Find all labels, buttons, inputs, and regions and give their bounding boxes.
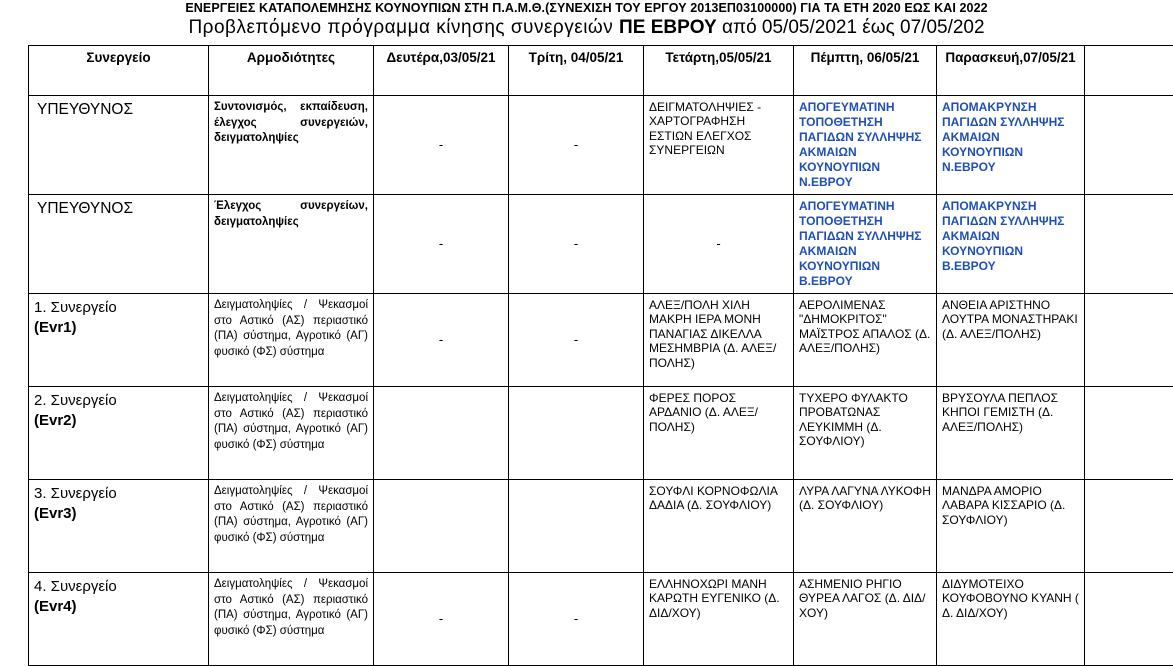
cell-crew [29,480,209,573]
cell-duties: Δειγματοληψίες / Ψεκασμοί στο Αστικό (ΑΣ) περιαστικό (ΠΑ) σύστημα, Αγροτικό (ΑΓ) φυσικό (ΦΣ) σύστημα [209,294,374,387]
table-row [29,387,1173,480]
cell-thursday: ΑΕΡΟΛΙΜΕΝΑΣ "ΔΗΜΟΚΡΙΤΟΣ" ΜΑΪΣΤΡΟΣ ΑΠΑΛΟΣ (Δ. ΑΛΕΞ/ΠΟΛΗΣ) [794,294,937,387]
cell-friday: ΒΡΥΣΟΥΛΑ ΠΕΠΛΟΣ ΚΗΠΟΙ ΓΕΜΙΣΤΗ (Δ. ΑΛΕΞ/ΠΟΛΗΣ) [937,387,1085,480]
cell-monday: - [374,195,509,294]
document-header-line1: ΕΝΕΡΓΕΙΕΣ ΚΑΤΑΠΟΛΕΜΗΣΗΣ ΚΟΥΝΟΥΠΙΩΝ ΣΤΗ Π.Α.Μ.Θ.(ΣΥΝΕΧΙΣΗ ΤΟΥ ΕΡΓΟΥ 2013ΕΠ03100000) ΓΙΑ ΤΑ ΕΤΗ 2020 ΕΩΣ ΚΑΙ 2022 [0,0,1173,15]
column-header-extra [1085,46,1173,96]
cell-crew [29,573,209,666]
cell-monday [374,480,509,573]
cell-friday: ΑΝΘΕΙΑ ΑΡΙΣΤΗΝΟ ΛΟΥΤΡΑ ΜΟΝΑΣΤΗΡΑΚΙ (Δ. ΑΛΕΞ/ΠΟΛΗΣ) [937,294,1085,387]
column-header-thursday: Πέμπτη, 06/05/21 [794,46,937,96]
cell-crew: ΥΠΕΥΘΥΝΟΣ [29,96,209,195]
table-row [29,573,1173,666]
cell-thursday: ΑΠΟΓΕΥΜΑΤΙΝΗ ΤΟΠΟΘΕΤΗΣΗ ΠΑΓΙΔΩΝ ΣΥΛΛΗΨΗΣ ΑΚΜΑΙΩΝ ΚΟΥΝΟΥΠΙΩΝ Ν.ΕΒΡΟΥ [794,96,937,195]
crew-code: (Evr1) [34,319,77,336]
cell-extra [1085,480,1173,573]
cell-extra [1085,294,1173,387]
cell-monday [374,387,509,480]
crew-code: (Evr3) [34,505,77,522]
column-header-duties: Αρμοδιότητες [209,46,374,96]
column-header-friday: Παρασκευή,07/05/21 [937,46,1085,96]
crew-number: 3. Συνεργείο [34,485,117,502]
cell-thursday: ΑΠΟΓΕΥΜΑΤΙΝΗ ΤΟΠΟΘΕΤΗΣΗ ΠΑΓΙΔΩΝ ΣΥΛΛΗΨΗΣ ΑΚΜΑΙΩΝ ΚΟΥΝΟΥΠΙΩΝ Β.ΕΒΡΟΥ [794,195,937,294]
cell-friday: ΑΠΟΜΑΚΡΥΝΣΗ ΠΑΓΙΔΩΝ ΣΥΛΛΗΨΗΣ ΑΚΜΑΙΩΝ ΚΟΥΝΟΥΠΙΩΝ Β.ΕΒΡΟΥ [937,195,1085,294]
crew-number: 4. Συνεργείο [34,578,117,595]
cell-thursday: ΤΥΧΕΡΟ ΦΥΛΑΚΤΟ ΠΡΟΒΑΤΩΝΑΣ ΛΕΥΚΙΜΜΗ (Δ. ΣΟΥΦΛΙΟΥ) [794,387,937,480]
cell-extra [1085,387,1173,480]
document-header-line2 [0,15,1173,43]
column-header-tuesday: Τρίτη, 04/05/21 [509,46,644,96]
cell-wednesday: ΣΟΥΦΛΙ ΚΟΡΝΟΦΩΛΙΑ ΔΑΔΙΑ (Δ. ΣΟΥΦΛΙΟΥ) [644,480,794,573]
cell-wednesday: ΑΛΕΞ/ΠΟΛΗ ΧΙΛΗ ΜΑΚΡΗ ΙΕΡΑ ΜΟΝΗ ΠΑΝΑΓΙΑΣ ΔΙΚΕΛΛΑ ΜΕΣΗΜΒΡΙΑ (Δ. ΑΛΕΞ/ΠΟΛΗΣ) [644,294,794,387]
schedule-table [28,45,1173,666]
cell-friday: ΔΙΔΥΜΟΤΕΙΧΟ ΚΟΥΦΟΒΟΥΝΟ ΚΥΑΝΗ ( Δ. ΔΙΔ/ΧΟΥ) [937,573,1085,666]
cell-friday: ΜΑΝΔΡΑ ΑΜΟΡΙΟ ΛΑΒΑΡΑ ΚΙΣΣΑΡΙΟ (Δ. ΣΟΥΦΛΙΟΥ) [937,480,1085,573]
cell-crew: ΥΠΕΥΘΥΝΟΣ [29,195,209,294]
cell-tuesday: - [509,96,644,195]
column-header-monday: Δευτέρα,03/05/21 [374,46,509,96]
cell-monday: - [374,294,509,387]
cell-tuesday: - [509,294,644,387]
cell-duties: Δειγματοληψίες / Ψεκασμοί στο Αστικό (ΑΣ) περιαστικό (ΠΑ) σύστημα, Αγροτικό (ΑΓ) φυσικό (ΦΣ) σύστημα [209,387,374,480]
crew-code: (Evr4) [34,598,77,615]
crew-number: 1. Συνεργείο [34,299,117,316]
cell-crew [29,294,209,387]
cell-tuesday: - [509,573,644,666]
cell-duties: Έλεγχος συνεργείων, δειγματοληψίες [209,195,374,294]
column-header-crew: Συνεργείο [29,46,209,96]
table-row [29,294,1173,387]
cell-tuesday [509,480,644,573]
cell-duties: Δειγματοληψίες / Ψεκασμοί στο Αστικό (ΑΣ) περιαστικό (ΠΑ) σύστημα, Αγροτικό (ΑΓ) φυσικό (ΦΣ) σύστημα [209,480,374,573]
cell-crew [29,387,209,480]
cell-duties: Συντονισμός, εκπαίδευση, έλεγχος συνεργειών, δειγματοληψίες [209,96,374,195]
column-header-wednesday: Τετάρτη,05/05/21 [644,46,794,96]
cell-extra [1085,195,1173,294]
cell-tuesday: - [509,195,644,294]
cell-wednesday: ΦΕΡΕΣ ΠΟΡΟΣ ΑΡΔΑΝΙΟ (Δ. ΑΛΕΞ/ΠΟΛΗΣ) [644,387,794,480]
cell-wednesday: ΔΕΙΓΜΑΤΟΛΗΨΙΕΣ - ΧΑΡΤΟΓΡΑΦΗΣΗ ΕΣΤΙΩΝ ΕΛΕΓΧΟΣ ΣΥΝΕΡΓΕΙΩΝ [644,96,794,195]
cell-monday: - [374,573,509,666]
crew-code: (Evr2) [34,412,77,429]
cell-thursday: ΛΥΡΑ ΛΑΓΥΝΑ ΛΥΚΟΦΗ (Δ. ΣΟΥΦΛΙΟΥ) [794,480,937,573]
cell-monday: - [374,96,509,195]
header-daterange: από 05/05/2021 έως 07/05/202 [717,17,985,38]
crew-number: 2. Συνεργείο [34,392,117,409]
table-header-row [29,46,1173,96]
header-region: ΠΕ ΕΒΡΟΥ [619,17,717,38]
cell-duties: Δειγματοληψίες / Ψεκασμοί στο Αστικό (ΑΣ) περιαστικό (ΠΑ) σύστημα, Αγροτικό (ΑΓ) φυσικό (ΦΣ) σύστημα [209,573,374,666]
cell-extra [1085,573,1173,666]
table-row [29,195,1173,294]
cell-extra [1085,96,1173,195]
table-row [29,96,1173,195]
cell-thursday: ΑΣΗΜΕΝΙΟ ΡΗΓΙΟ ΘΥΡΕΑ ΛΑΓΟΣ (Δ. ΔΙΔ/ΧΟΥ) [794,573,937,666]
table-row [29,480,1173,573]
cell-friday: ΑΠΟΜΑΚΡΥΝΣΗ ΠΑΓΙΔΩΝ ΣΥΛΛΗΨΗΣ ΑΚΜΑΙΩΝ ΚΟΥΝΟΥΠΙΩΝ Ν.ΕΒΡΟΥ [937,96,1085,195]
header-prefix: Προβλεπόμενο πρόγραμμα κίνησης συνεργειών [188,17,619,38]
cell-wednesday: - [644,195,794,294]
cell-tuesday [509,387,644,480]
cell-wednesday: ΕΛΛΗΝΟΧΩΡΙ ΜΑΝΗ ΚΑΡΩΤΗ ΕΥΓΕΝΙΚΟ (Δ. ΔΙΔ/ΧΟΥ) [644,573,794,666]
